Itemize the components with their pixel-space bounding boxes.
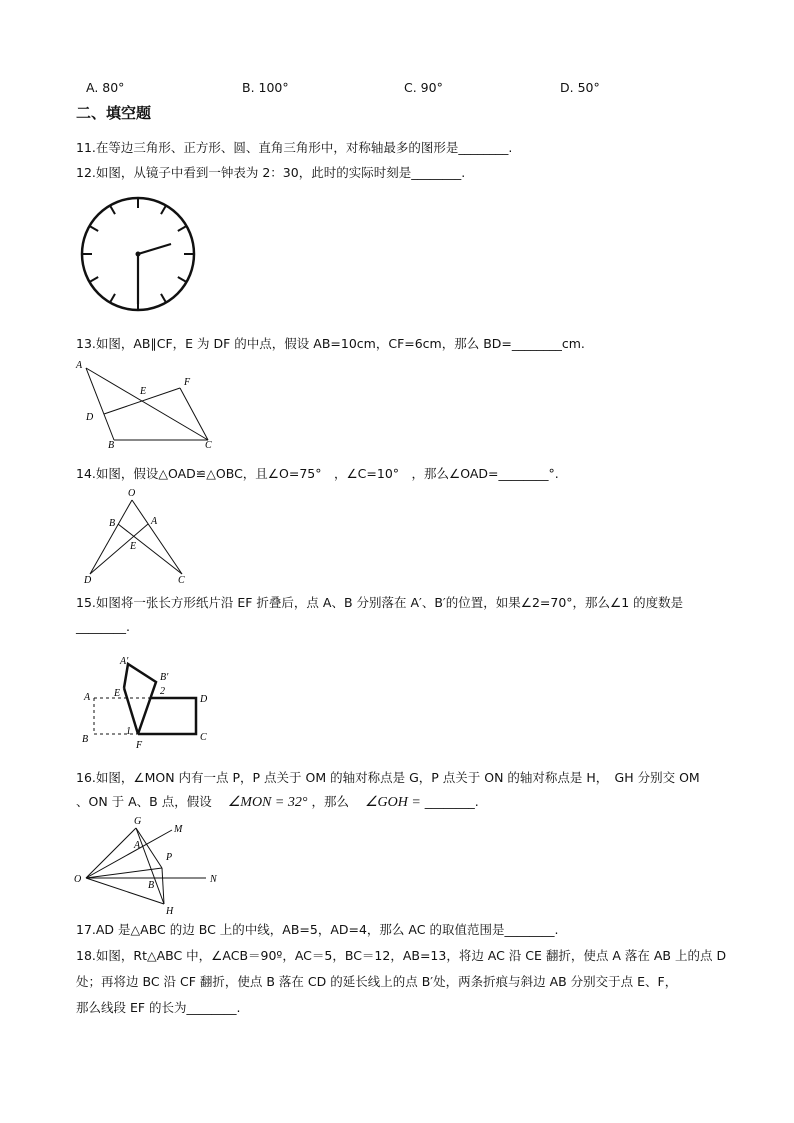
clock-tick bbox=[161, 294, 166, 303]
question-16-math-goh: ∠GOH = bbox=[364, 795, 421, 810]
label-c: C bbox=[178, 575, 185, 586]
question-18-line3: 那么线段 EF 的长为________. bbox=[76, 1000, 241, 1015]
option-d: D. 50° bbox=[560, 80, 600, 95]
hour-hand bbox=[138, 244, 171, 254]
label-f: F bbox=[184, 377, 191, 388]
question-16-text-a: 、ON 于 A、B 点，假设 bbox=[76, 794, 212, 809]
label-a: A bbox=[76, 360, 83, 371]
figure-13 bbox=[74, 356, 224, 452]
question-11: 11.在等边三角形、正方形、圆、直角三角形中，对称轴最多的图形是________. bbox=[76, 140, 513, 155]
label-h: H bbox=[166, 906, 174, 916]
label-d: D bbox=[84, 575, 92, 586]
clock-tick bbox=[90, 277, 99, 282]
option-c: C. 90° bbox=[404, 80, 443, 95]
label-a: A bbox=[151, 516, 158, 527]
label-angle-2: 2 bbox=[160, 686, 165, 697]
label-o: O bbox=[128, 488, 136, 499]
label-o: O bbox=[74, 874, 82, 885]
clock-tick bbox=[178, 226, 187, 231]
question-18-line2: 处；再将边 BC 沿 CF 翻折，使点 B 落在 CD 的延长线上的点 B′处，两条折痕与斜边 AB 分别交于点 E、F， bbox=[76, 974, 678, 989]
label-c: C bbox=[200, 732, 207, 743]
label-p: P bbox=[166, 852, 173, 863]
question-16-math-mon: ∠MON = 32° bbox=[227, 795, 308, 810]
label-a: A bbox=[84, 692, 91, 703]
label-g: G bbox=[134, 816, 142, 827]
label-b-prime: B′ bbox=[160, 672, 169, 683]
clock-tick bbox=[90, 226, 99, 231]
label-e: E bbox=[114, 688, 121, 699]
label-a-prime: A′ bbox=[120, 656, 129, 667]
label-f: F bbox=[136, 740, 143, 751]
clock-figure bbox=[80, 196, 198, 314]
clock-tick bbox=[161, 206, 166, 215]
label-b: B bbox=[82, 734, 89, 745]
question-18-line1: 18.如图，Rt△ABC 中，∠ACB＝90º，AC＝5，BC＝12，AB=13，将边 AC 沿 CE 翻折，使点 A 落在 AB 上的点 D bbox=[76, 948, 727, 963]
question-16-text-b: ，那么 bbox=[311, 794, 349, 809]
label-b: B bbox=[109, 518, 116, 529]
label-b: B bbox=[108, 440, 115, 451]
figure-14 bbox=[80, 486, 196, 586]
clock-tick bbox=[110, 206, 115, 215]
label-n: N bbox=[210, 874, 217, 885]
option-a: A. 80° bbox=[86, 80, 125, 95]
question-15-line1: 15.如图将一张长方形纸片沿 EF 折叠后，点 A、B 分别落在 A′、B′的位置，如果∠2=70°，那么∠1 的度数是 bbox=[76, 595, 684, 610]
label-c: C bbox=[205, 440, 212, 451]
figure-16 bbox=[74, 814, 234, 916]
section-title: 二、填空题 bbox=[76, 104, 152, 122]
label-m: M bbox=[174, 824, 183, 835]
question-14: 14.如图，假设△OAD≌△OBC，且∠O=75° ，∠C=10° ，那么∠OAD=________°. bbox=[76, 466, 559, 481]
figure-15 bbox=[80, 652, 216, 752]
question-16-line1: 16.如图，∠MON 内有一点 P，P 点关于 OM 的轴对称点是 G，P 点关于 ON 的轴对称点是 H， GH 分别交 OM bbox=[76, 770, 700, 785]
question-17: 17.AD 是△ABC 的边 BC 上的中线，AB=5，AD=4，那么 AC 的取值范围是________. bbox=[76, 922, 559, 937]
label-e: E bbox=[130, 541, 137, 552]
question-16-blank: ________. bbox=[424, 794, 479, 809]
clock-tick bbox=[178, 277, 187, 282]
label-angle-1: 1 bbox=[126, 726, 131, 737]
clock-tick bbox=[110, 294, 115, 303]
question-13: 13.如图，AB∥CF，E 为 DF 的中点，假设 AB=10cm，CF=6cm，那么 BD=________cm. bbox=[76, 336, 585, 351]
label-e: E bbox=[140, 386, 147, 397]
question-12: 12.如图，从镜子中看到一钟表为 2：30，此时的实际时刻是________. bbox=[76, 165, 466, 180]
label-b: B bbox=[148, 880, 155, 891]
question-16-line2 bbox=[76, 792, 479, 811]
label-d: D bbox=[200, 694, 208, 705]
label-d: D bbox=[86, 412, 94, 423]
option-b: B. 100° bbox=[242, 80, 289, 95]
label-a: A bbox=[134, 840, 141, 851]
question-15-line2: ________. bbox=[76, 619, 130, 634]
